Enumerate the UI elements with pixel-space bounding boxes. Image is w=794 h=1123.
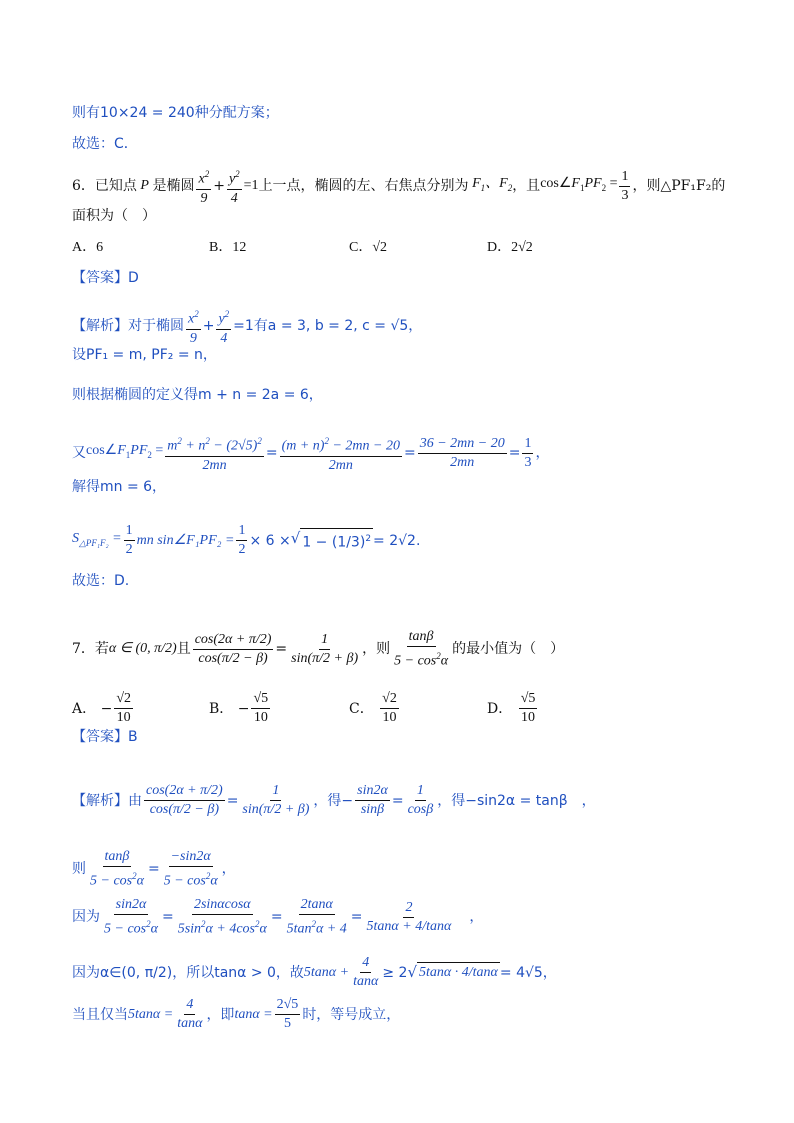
text-line: 解得mn = 6，	[72, 479, 167, 495]
formula-line: 又 $\cos\angle F_1PF_2$ = $\frac{m^2 + n^2 - (2√5)^2}{2mn}$ = $\frac{(m + n)^2 - 2mn - 20}{2mn}$ = $\frac{36 - 2mn - 20}{2mn}$ = $\frac{1}{3}$ ，	[72, 432, 549, 475]
formula-line: 则 $\frac{\tan\beta}{5 - \cos^2\alpha}$ = $\frac{-\sin 2\alpha}{5 - \cos^2\alpha}$ ，	[72, 849, 236, 889]
question-6: 6．已知点 P 是椭圆 $\frac{x^2}{9}$ + $\frac{y^2}{4}$ =1 上一点，椭圆的左、右焦点分别为 $F_1$、$F_2$ ，且 $\cos\angle F_1PF_2$ = $\frac{1}{3}$ ，则△PF₁F₂的	[72, 165, 725, 208]
options-row: A．6 B．12 C．√2 D．2√2	[72, 240, 533, 255]
formula-line: 因为 $\frac{\sin 2\alpha}{5 - \cos^2\alpha}$ = $\frac{2\sin\alpha\cos\alpha}{5\sin^2\alpha + 4\cos^2\alpha}$ = $\frac{2\tan\alpha}{5\tan^2\alpha + 4}$ = $\frac{2}{5\tan\alpha + 4/\tan\alpha}$ ，	[72, 897, 484, 937]
options-row: A． − $\frac{√2}{10}$ B． − $\frac{√5}{10}$ C． $\frac{√2}{10}$ D． $\frac{√5}{10}$	[72, 691, 536, 725]
formula-line: 当且仅当 5tanα = $\frac{4}{\tan\alpha}$ ，即 tanα = $\frac{2√5}{5}$ 时，等号成立，	[72, 997, 401, 1031]
text-line: 则有10×24 = 240种分配方案；	[72, 105, 279, 121]
text-line: 故选：C．	[72, 136, 138, 152]
text-line: 故选：D.	[72, 573, 130, 589]
text-line: 则根据椭圆的定义得m + n = 2a = 6，	[72, 387, 323, 403]
analysis-line: 【解析】 由 $\frac{\cos(2\alpha + \pi/2)}{\cos(\pi/2 - \beta)}$ = $\frac{1}{\sin(\pi/2 + \beta)}$ ，得 − $\frac{\sin 2\alpha}{\sin\beta}$ = $\frac{1}{\cos\beta}$ ，得−sin2α = tanβ ，	[72, 783, 596, 817]
text-line: 设PF₁ = m, PF₂ = n，	[72, 347, 217, 363]
formula-line: 因为α∈(0, π/2)，所以tanα > 0，故 5tanα + $\frac{4}{\tan\alpha}$ ≥ 2 √ 5tanα · 4/tanα = 4√5，	[72, 955, 557, 989]
text-line: 面积为（ ）	[72, 208, 156, 224]
answer-label: 【答案】B	[72, 729, 138, 745]
question-7: 7．若 α ∈ (0, π/2) 且 $\frac{\cos(2\alpha + \pi/2)}{\cos(\pi/2 - \beta)}$ = $\frac{1}{\sin(\pi/2 + \beta)}$ ，则 $\frac{\tan\beta}{5 - \cos^2\alpha}$ 的最小值为（ ）	[72, 629, 565, 669]
answer-label: 【答案】D	[72, 270, 139, 286]
analysis-line: 【解析】 对于椭圆 $\frac{x^2}{9}$ + $\frac{y^2}{4}$ =1 有a = 3, b = 2, c = √5，	[72, 305, 422, 348]
formula-line: $S_{\triangle PF_1F_2}$ = $\frac{1}{2}$ mn sin∠F₁PF₂ = $\frac{1}{2}$ × 6 × √ $1 - (1/3)^2$ = 2√2.	[72, 523, 421, 557]
